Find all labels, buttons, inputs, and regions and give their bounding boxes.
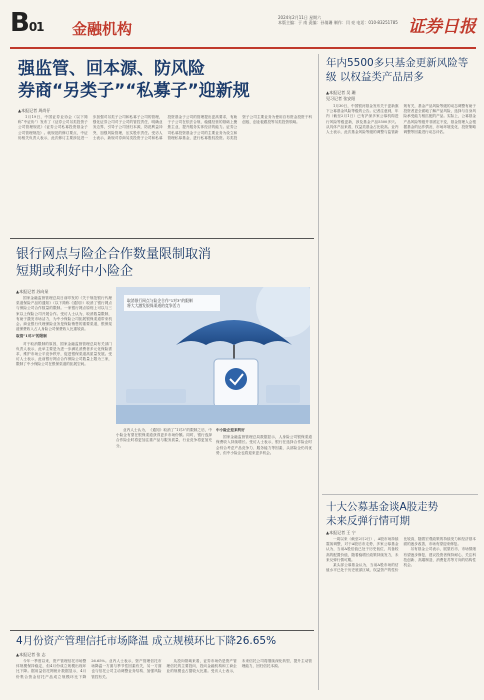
article-1-headline [18,58,308,102]
article-3-body-col1 [16,296,112,626]
headline-line-1: 银行网点与险企合作数量限制取消 [16,247,212,262]
page-header [10,8,476,48]
article-2-byline: ▲本报记者 吴 珊 见习记者 张安阳 [326,90,356,101]
article-3-headline [16,246,306,280]
article-5-body [16,659,312,695]
issue-info: 2024年2月11日 星期六 本版主编：于 南 责编：孙倩珊 制作：闫 亮 电话：010-83251785 [278,15,398,25]
article-5-byline: ▲本报记者 张 志 [16,652,46,657]
article-3-paragraph-d: 国家金融监督管理总局数据显示，人身险公司银保渠道保费收入持续增长。受访人士表示，银行在选择合作险企时会综合考虑产品竞争力、服务能力等因素，头部险企仍具优势，但中小险企也将迎来更多机会。 [216,435,312,455]
section-title: 金融机构 [72,20,133,38]
article-3-paragraph-b: 对于取消限制的原因，国家金融监督管理总局有关部门负责人表示，此举主要是为进一步满足消费者多元化保险需求，维护市场公平竞争秩序，促进银保渠道高质量发展。受访人士表示，此前银行网点合作保险公司数量上限为三家，限制了中小保险公司在银保渠道的拓展空间。 [16,341,112,367]
article-3-byline: ▲本报记者 苏向杲 [16,289,49,294]
article-3-body-col3 [216,428,312,626]
article-2-body [326,104,476,489]
headline-line-1: 十大公募基金谈A股走势 [326,501,439,513]
article-1-body [18,115,312,233]
header-rule [10,47,476,49]
article-5-paragraph-b: 从投向领域来看，证券市场仍是资产管理信托的主要投向，投向金融机构和工商企业的规模也占据较大比重。受访人士表示，未来信托公司将继续深化转型，提升主动管理能力，回归信托本源。 [166,659,312,674]
newspaper-logo: 证券日报 [408,17,476,37]
article-3-paragraph: 国家金融监督管理总局日前印发的《关于规范银行代理渠道保险产品的通知》（以下简称《通知》）取消了银行网点与保险公司合作数量的限制。一家银行网点原则上可以与三家以上保险公司开展合作。受访人士认为，取消数量限制，有助于激发市场活力，为中小保险公司拓展银保渠道带来机会。商业银行代理保险业务是保险销售的重要渠道，银保渠道保费收入占人身险公司保费收入比重较高。 [16,296,112,332]
article-2-title: 年内5500多只基金更新风险等级 以权益类产品居多 [326,57,469,83]
section-divider-right [322,494,478,495]
article-5-headline [16,634,312,648]
section-divider-bottom [10,630,314,631]
headline-line-1: 强监管、回本源、防风险 [18,59,205,79]
article-1-byline: ▲本报记者 周尚仔 [18,108,51,113]
photo-caption: 取消银行网点与险企合作“1对3”的限制 将大大激发银保渠道的竞争活力 [124,295,220,311]
page-number: B01 [10,8,44,38]
article-4-paragraph-c: 另有基金公司表示，展望后市，市场情绪有望逐步修复，建议投资者保持耐心，关注科技创新、高端制造、消费复苏等方向的结构性机会。 [403,547,476,568]
column-divider [318,54,319,690]
illustration-photo [116,287,310,424]
article-4-body [326,537,476,693]
headline-line-2: 未来反弹行情可期 [326,515,410,527]
article-1-paragraph: 1月19日，中国证券业协会（以下简称“中证协”）发布了《证券公司另类投资子公司管理规范》《证券公司私募投资基金子公司管理规范》。就规范的修订要点，中证协相关负责人表示，此次修订主要涉及进一步加强对另类子公司和私募子公司的管理，强化证券公司对子公司的管控责任，明确业务边界，引导子公司回归本源，防范利益冲突，加强风险管理，压实股东责任。受访人士表示，新规对券商另类投资子公司和私募投资基金子公司的管理提出更高要求，有助于子公司在依法合规、稳健经营的基础上聚焦主业，提升服务实体经济的能力。证券公司私募投资基金子公司的主要业务为设立和管理私募基金，进行私募股权投资。另类投资子公司主要业务为使用自有资金投资于科创板、创业板跟投等另类投资领域。 [18,115,312,140]
article-2-paragraph: 1月30日，中国银河基金发布关于更新旗下公募基金风险等级的公告。记者注意到，年内（截至2月1日）已有沪深多家公募机构进行风险等级更新，涉及基金产品5500多只。从具体产品来看，权益类基金占比较高。业内人士表示，此次基金风险等级的调整与监管新规有关，基金产品风险等级的动态调整有助于投资者更全面地了解产品风险，选择与自身风险承受能力相匹配的产品。实际上，公募基金产品风险等级并非固定不变，基金管理人会根据基金的运作情况、市场环境变化、投资策略调整等因素进行动态评估。 [326,104,476,135]
article-3-paragraph-c: 业内人士认为，《通知》取消了“1对3”的限制之后，中小险企有望在银保渠道获得更多市场份额。同时，银行选择合作险企时将更加注重产品与服务质量，行业竞争将更加充分。 [116,428,212,448]
article-5-paragraph: 今年一季度以来，资产管理信托市场整体规模保持稳定，但4月份成立规模出现环比下降。据用益信托网统计数据显示，4月份集合资金信托产品成立规模环比下降26.65%。业内人士表示，资产管理信托市场降温一方面与季节性因素有关，另一方面也与信托公司主动调整业务结构、加强风险管控有关。 [16,659,162,679]
headline-line-2: 券商“另类子”“私募子”迎新规 [18,81,250,101]
article-3-body-col2 [116,428,212,626]
article-3-subhead-2: 中小险企迎来利好 [216,428,245,432]
article-5-title: 4月份资产管理信托市场降温 成立规模环比下降26.65% [16,635,277,647]
headline-line-2: 短期或利好中小险企 [16,264,134,279]
article-4-paragraph: 一周以来（截至2月2日），A股市场持续震荡调整，对于A股后市走势，多家公募基金认为，当前A股估值已处于历史低位，具备较高的配置价值，随着稳增长政策持续发力，未来反弹行情可期。 [326,537,399,562]
section-divider [10,238,314,239]
article-4-headline [326,500,476,528]
article-2-headline [326,56,476,84]
article-4-paragraph-b: 某头部公募基金认为，当前A股市场的估值水平已处于历史底部区域，权益资产的性价比较高，随着宏观政策的持续发力和经济基本面的逐步改善，市场有望迎来修复。 [326,537,476,573]
article-4-byline: ▲本报记者 王 宁 [326,530,356,535]
article-3-subhead-1: 取消“1对3”的限制 [16,334,47,339]
